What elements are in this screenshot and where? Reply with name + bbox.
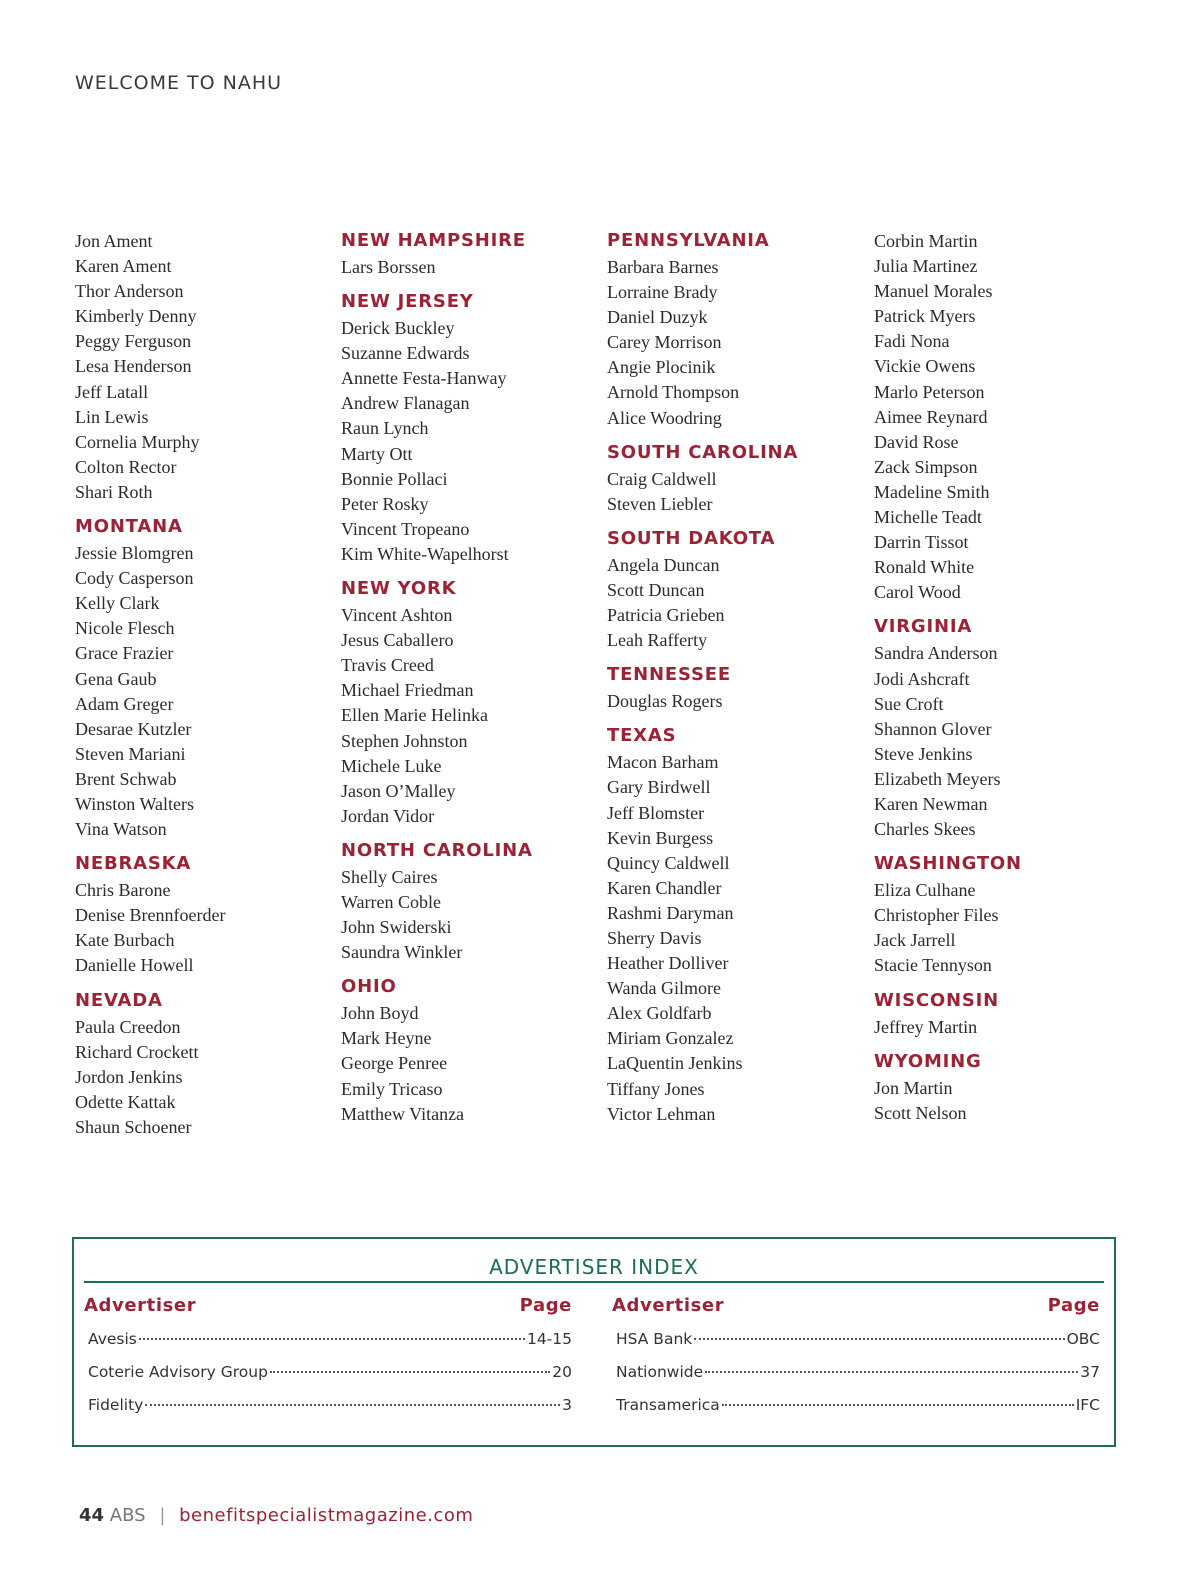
member-name: Shannon Glover <box>874 718 992 739</box>
member-name: Grace Frazier <box>75 643 174 664</box>
member-name: Brent Schwab <box>75 768 177 789</box>
state-heading: OHIO <box>341 976 397 998</box>
member-name: Madeline Smith <box>874 481 990 502</box>
member-name: Patrick Myers <box>874 306 976 327</box>
member-name: Steven Mariani <box>75 743 186 764</box>
member-name: Adam Greger <box>75 693 174 714</box>
advertiser-row[interactable] <box>612 1330 1100 1363</box>
member-name: Kevin Burgess <box>607 827 714 848</box>
advertiser-name: Avesis <box>88 1330 137 1348</box>
member-name: Bonnie Pollaci <box>341 468 448 489</box>
leader-dots <box>270 1371 550 1373</box>
member-name: Kelly Clark <box>75 593 160 614</box>
member-column-1 <box>75 229 325 1140</box>
publication-name: ABS <box>109 1505 146 1526</box>
member-name: Aimee Reynard <box>874 406 988 427</box>
member-name: Charles Skees <box>874 819 976 840</box>
advertiser-page: 3 <box>562 1396 572 1414</box>
state-heading: TENNESSEE <box>607 664 731 686</box>
member-name: Michele Luke <box>341 755 442 776</box>
member-name: Suzanne Edwards <box>341 343 470 364</box>
member-name: Christopher Files <box>874 905 999 926</box>
member-name: Jon Martin <box>874 1077 953 1098</box>
member-name: Barbara Barnes <box>607 257 719 277</box>
member-name: Ronald White <box>874 557 975 578</box>
member-name: Emily Tricaso <box>341 1078 443 1099</box>
member-name: Nicole Flesch <box>75 618 175 639</box>
page-number: 44 <box>79 1505 105 1526</box>
member-column-3 <box>607 229 857 1127</box>
advertiser-name: HSA Bank <box>616 1330 693 1348</box>
member-name: Jeffrey Martin <box>874 1016 978 1037</box>
member-name: Julia Martinez <box>874 256 978 277</box>
advertiser-page: 20 <box>552 1363 572 1381</box>
advertiser-column-right <box>612 1295 1100 1429</box>
advertiser-column-left <box>84 1295 572 1429</box>
member-name: Denise Brennfoerder <box>75 905 226 926</box>
page-heading: Page <box>519 1295 572 1316</box>
member-name: Patricia Grieben <box>607 605 725 626</box>
member-name: LaQuentin Jenkins <box>607 1053 743 1074</box>
member-name: Darrin Tissot <box>874 532 969 553</box>
advertiser-name: Nationwide <box>616 1363 704 1381</box>
member-name: Mark Heyne <box>341 1028 432 1049</box>
member-name: Ellen Marie Helinka <box>341 705 488 726</box>
member-name: Cody Casperson <box>75 568 194 589</box>
member-name: Cornelia Murphy <box>75 431 200 452</box>
member-name: Marty Ott <box>341 443 413 464</box>
state-heading: WYOMING <box>874 1050 982 1072</box>
state-heading: TEXAS <box>607 725 677 747</box>
member-name: Leah Rafferty <box>607 630 708 651</box>
member-name: Raun Lynch <box>341 418 429 439</box>
member-name: Andrew Flanagan <box>341 393 470 414</box>
member-name: Sue Croft <box>874 693 944 714</box>
member-name: Manuel Morales <box>874 281 993 302</box>
state-heading: WASHINGTON <box>874 853 1022 875</box>
member-name: Steve Jenkins <box>874 743 973 764</box>
advertiser-page: 37 <box>1080 1363 1100 1381</box>
advertiser-name: Transamerica <box>616 1396 720 1414</box>
advertiser-row[interactable] <box>84 1363 572 1396</box>
member-name: Michael Friedman <box>341 680 474 701</box>
state-heading: MONTANA <box>75 516 183 538</box>
member-name: Peggy Ferguson <box>75 331 192 352</box>
member-name: Angie Plocinik <box>607 357 716 378</box>
state-heading: SOUTH DAKOTA <box>607 527 776 549</box>
member-name: George Penree <box>341 1053 448 1074</box>
member-name: Jack Jarrell <box>874 930 956 951</box>
website-link[interactable]: benefitspecialistmagazine.com <box>179 1505 474 1526</box>
member-name: Vickie Owens <box>874 356 976 377</box>
member-name: Jon Ament <box>75 231 153 251</box>
state-heading: NORTH CAROLINA <box>341 839 533 861</box>
leader-dots <box>722 1404 1074 1406</box>
member-name: Elizabeth Meyers <box>874 768 1001 789</box>
member-name: Peter Rosky <box>341 493 429 514</box>
advertiser-name: Coterie Advisory Group <box>88 1363 268 1381</box>
member-name: Zack Simpson <box>874 456 978 477</box>
member-name: Shari Roth <box>75 481 153 502</box>
advertiser-column-header <box>612 1295 1100 1316</box>
member-name: Jeff Blomster <box>607 802 705 823</box>
member-name: Angela Duncan <box>607 554 720 575</box>
member-name: Heather Dolliver <box>607 953 729 974</box>
member-name: Chris Barone <box>75 880 171 901</box>
member-name: Gary Birdwell <box>607 777 711 798</box>
member-name: Craig Caldwell <box>607 468 717 489</box>
leader-dots <box>694 1338 1064 1340</box>
member-name: Jason O’Malley <box>341 780 456 801</box>
state-heading: WISCONSIN <box>874 989 1000 1011</box>
state-heading: NEBRASKA <box>75 853 192 875</box>
member-name: Stacie Tennyson <box>874 955 992 976</box>
leader-dots <box>139 1338 525 1340</box>
member-column-2 <box>341 229 591 1127</box>
member-name: Shelly Caires <box>341 866 438 887</box>
member-name: Colton Rector <box>75 456 177 477</box>
member-name: Vina Watson <box>75 819 167 840</box>
footer-separator: | <box>159 1505 166 1526</box>
member-name: Gena Gaub <box>75 668 157 689</box>
advertiser-column-header <box>84 1295 572 1316</box>
page-heading: Page <box>1047 1295 1100 1316</box>
member-name: Jeff Latall <box>75 381 149 402</box>
section-header: WELCOME TO NAHU <box>75 72 283 94</box>
member-name: John Boyd <box>341 1003 419 1024</box>
advertiser-page: 14-15 <box>526 1330 572 1348</box>
member-name: Alex Goldfarb <box>607 1003 712 1024</box>
state-heading: SOUTH CAROLINA <box>607 441 799 463</box>
member-name: Arnold Thompson <box>607 382 740 403</box>
leader-dots <box>145 1404 560 1406</box>
member-name: Kimberly Denny <box>75 306 197 327</box>
member-name: Kim White-Wapelhorst <box>341 543 509 564</box>
member-column-4 <box>874 229 1124 1126</box>
member-name: Jesus Caballero <box>341 630 454 651</box>
member-name: Desarae Kutzler <box>75 718 192 739</box>
member-name: Miriam Gonzalez <box>607 1028 734 1049</box>
member-name: Danielle Howell <box>75 955 194 976</box>
member-name: Alice Woodring <box>607 407 722 428</box>
member-name: Saundra Winkler <box>341 942 463 963</box>
state-heading: NEW JERSEY <box>341 291 474 313</box>
advertiser-name: Fidelity <box>88 1396 144 1414</box>
member-name: Odette Kattak <box>75 1091 176 1112</box>
advertiser-heading: Advertiser <box>84 1295 197 1316</box>
member-name: Scott Nelson <box>874 1102 967 1123</box>
member-name: Sandra Anderson <box>874 643 998 664</box>
member-name: Macon Barham <box>607 752 719 773</box>
member-name: Sherry Davis <box>607 927 702 948</box>
state-heading: NEW HAMPSHIRE <box>341 230 526 251</box>
member-name: Carey Morrison <box>607 332 722 353</box>
member-name: Richard Crockett <box>75 1041 199 1062</box>
member-name: Lars Borssen <box>341 257 436 277</box>
advertiser-row[interactable] <box>84 1396 572 1429</box>
member-name: Paula Creedon <box>75 1016 181 1037</box>
member-name: Carol Wood <box>874 582 961 603</box>
member-name: Quincy Caldwell <box>607 852 730 873</box>
member-name: Wanda Gilmore <box>607 978 722 999</box>
member-name: John Swiderski <box>341 917 452 938</box>
member-name: Annette Festa-Hanway <box>341 368 507 389</box>
member-name: Lesa Henderson <box>75 356 192 377</box>
member-name: Lin Lewis <box>75 406 149 427</box>
member-name: Jordon Jenkins <box>75 1066 183 1087</box>
member-name: Karen Chandler <box>607 877 722 898</box>
state-heading: NEVADA <box>75 989 163 1011</box>
member-name: Rashmi Daryman <box>607 902 734 923</box>
member-name: Shaun Schoener <box>75 1116 192 1137</box>
member-name: Scott Duncan <box>607 579 705 600</box>
member-name: Lorraine Brady <box>607 282 718 303</box>
advertiser-heading: Advertiser <box>612 1295 725 1316</box>
member-name: Corbin Martin <box>874 231 978 251</box>
member-name: Karen Ament <box>75 256 172 277</box>
member-name: Steven Liebler <box>607 493 713 514</box>
member-name: Winston Walters <box>75 793 194 814</box>
member-name: Derick Buckley <box>341 318 455 339</box>
leader-dots <box>705 1371 1078 1373</box>
member-name: Daniel Duzyk <box>607 307 708 328</box>
advertiser-page: IFC <box>1075 1396 1100 1414</box>
member-name: Eliza Culhane <box>874 880 976 901</box>
member-name: Stephen Johnston <box>341 730 468 751</box>
member-name: Vincent Ashton <box>341 605 453 626</box>
advertiser-page: OBC <box>1066 1330 1100 1348</box>
member-name: David Rose <box>874 431 959 452</box>
advertiser-row[interactable] <box>612 1363 1100 1396</box>
state-heading: VIRGINIA <box>874 616 973 638</box>
advertiser-index-rule <box>84 1281 1104 1283</box>
state-heading: NEW YORK <box>341 578 457 600</box>
member-name: Thor Anderson <box>75 281 184 302</box>
advertiser-row[interactable] <box>84 1330 572 1363</box>
advertiser-row[interactable] <box>612 1396 1100 1429</box>
member-name: Karen Newman <box>874 793 988 814</box>
member-name: Fadi Nona <box>874 331 950 352</box>
member-name: Matthew Vitanza <box>341 1103 465 1124</box>
member-name: Jordan Vidor <box>341 805 435 826</box>
advertiser-index-title: ADVERTISER INDEX <box>489 1255 699 1279</box>
member-name: Michelle Teadt <box>874 507 982 528</box>
member-name: Victor Lehman <box>607 1103 716 1124</box>
member-name: Kate Burbach <box>75 930 175 951</box>
advertiser-index <box>72 1237 1116 1447</box>
page-footer <box>79 1505 473 1526</box>
state-heading: PENNSYLVANIA <box>607 230 770 251</box>
member-name: Tiffany Jones <box>607 1078 705 1099</box>
member-name: Vincent Tropeano <box>341 518 470 539</box>
member-name: Travis Creed <box>341 655 434 676</box>
member-name: Marlo Peterson <box>874 381 985 402</box>
member-name: Jodi Ashcraft <box>874 668 970 689</box>
member-name: Douglas Rogers <box>607 691 723 712</box>
member-name: Warren Coble <box>341 891 442 912</box>
member-name: Jessie Blomgren <box>75 543 194 564</box>
